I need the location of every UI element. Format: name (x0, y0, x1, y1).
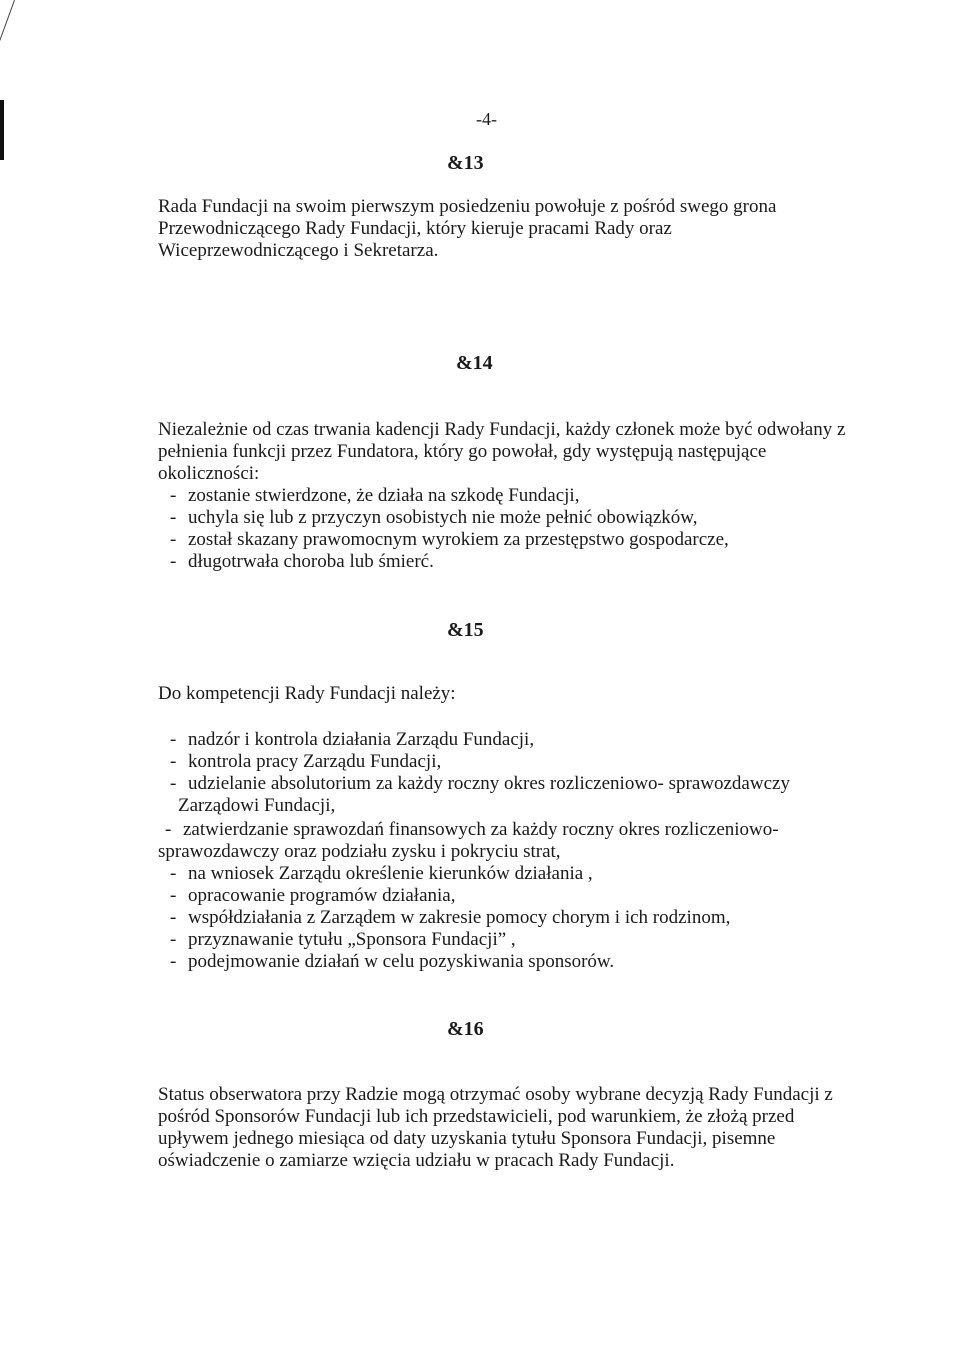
paragraph-line: Status obserwatora przy Radzie mogą otrzymać osoby wybrane decyzją Rady Fundacji z (158, 1084, 833, 1105)
paragraph-line: pełnienia funkcji przez Fundatora, który go powołał, gdy występują następujące (158, 441, 767, 462)
list-item: - na wniosek Zarządu określenie kierunków działania , (170, 863, 593, 884)
paragraph-line: Rada Fundacji na swoim pierwszym posiedzeniu powołuje z pośród swego grona (158, 196, 777, 217)
section-heading-15: &15 (447, 619, 484, 641)
list-item: - długotrwała choroba lub śmierć. (170, 551, 434, 572)
section-13-paragraph (158, 196, 858, 262)
list-item: - udzielanie absolutorium za każdy roczny okres rozliczeniowo- sprawozdawczy (170, 773, 790, 794)
section-14-paragraph (158, 419, 858, 485)
list-item-continuation: Zarządowi Fundacji, (178, 795, 336, 816)
section-16-paragraph (158, 1084, 858, 1172)
page-number: -4- (476, 109, 497, 129)
list-item: - nadzór i kontrola działania Zarządu Fundacji, (170, 729, 535, 750)
paragraph-line: Wiceprzewodniczącego i Sekretarza. (158, 240, 439, 261)
section-heading-14: &14 (456, 352, 493, 374)
list-item: - zostanie stwierdzone, że działa na szkodę Fundacji, (170, 485, 580, 506)
paragraph-line: upływem jednego miesiąca od daty uzyskania tytułu Sponsora Fundacji, pisemne (158, 1128, 776, 1149)
section-heading-13: &13 (447, 152, 484, 174)
section-15-intro: Do kompetencji Rady Fundacji należy: (158, 683, 456, 704)
section-heading-16: &16 (447, 1018, 484, 1040)
list-item: - podejmowanie działań w celu pozyskiwania sponsorów. (170, 951, 615, 972)
scan-edge-mark (0, 100, 4, 160)
list-item: - kontrola pracy Zarządu Fundacji, (170, 751, 442, 772)
list-item: - został skazany prawomocnym wyrokiem za przestępstwo gospodarcze, (170, 529, 729, 550)
paragraph-line: okoliczności: (158, 463, 260, 484)
paragraph-line: Przewodniczącego Rady Fundacji, który kieruje pracami Rady oraz (158, 218, 672, 239)
paragraph-line: Niezależnie od czas trwania kadencji Rady Fundacji, każdy członek może być odwołany z (158, 419, 846, 440)
paragraph-line: oświadczenie o zamiarze wzięcia udziału w pracach Rady Fundacji. (158, 1150, 675, 1171)
list-item: - opracowanie programów działania, (170, 885, 456, 906)
list-item-continuation: sprawozdawczy oraz podziału zysku i pokryciu strat, (158, 841, 561, 862)
list-item: - uchyla się lub z przyczyn osobistych nie może pełnić obowiązków, (170, 507, 698, 528)
list-item: - współdziałania z Zarządem w zakresie pomocy chorym i ich rodzinom, (170, 907, 731, 928)
scan-edge-mark (0, 0, 15, 188)
paragraph-line: pośród Sponsorów Fundacji lub ich przedstawicieli, pod warunkiem, że złożą przed (158, 1106, 795, 1127)
list-item: - zatwierdzanie sprawozdań finansowych za każdy roczny okres rozliczeniowo- (165, 819, 779, 840)
list-item: - przyznawanie tytułu „Sponsora Fundacji” , (170, 929, 516, 950)
